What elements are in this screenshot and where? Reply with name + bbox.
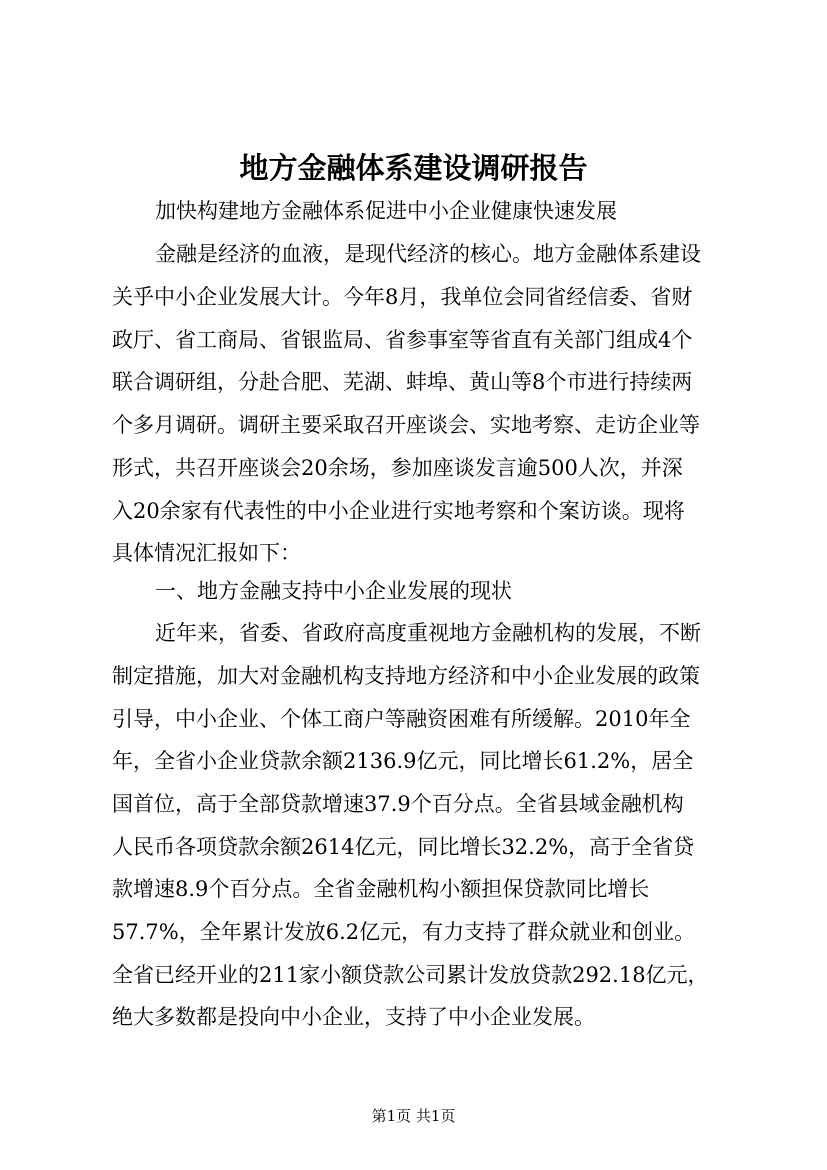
paragraph-line: 形式，共召开座谈会20余场，参加座谈发言逾500人次，并深 [112, 456, 683, 480]
page-number-footer: 第1页 共1页 [371, 1107, 456, 1125]
paragraph-line: 制定措施，加大对金融机构支持地方经济和中小企业发展的政策 [112, 664, 700, 688]
paragraph-line: 年，全省小企业贷款余额2136.9亿元，同比增长61.2%，居全 [112, 749, 694, 773]
paragraph-line: 57.7%，全年累计发放6.2亿元，有力支持了群众就业和创业。 [112, 920, 696, 944]
paragraph-line: 人民币各项贷款余额2614亿元，同比增长32.2%，高于全省贷 [112, 835, 695, 859]
paragraph-line: 关乎中小企业发展大计。今年8月，我单位会同省经信委、省财 [112, 285, 693, 309]
paragraph-line: 具体情况汇报如下： [112, 541, 301, 565]
paragraph-line: 联合调研组，分赴合肥、芜湖、蚌埠、黄山等8个市进行持续两 [112, 370, 693, 394]
paragraph-line: 国首位，高于全部贷款增速37.9个百分点。全省县域金融机构 [112, 792, 684, 816]
paragraph-line: 个多月调研。调研主要采取召开座谈会、实地考察、走访企业等 [112, 413, 700, 437]
document-subtitle: 加快构建地方金融体系促进中小企业健康快速发展 [155, 199, 617, 223]
document-title: 地方金融体系建设调研报告 [239, 151, 588, 185]
paragraph-line: 近年来，省委、省政府高度重视地方金融机构的发展，不断 [155, 621, 701, 645]
section-heading: 一、地方金融支持中小企业发展的现状 [155, 579, 512, 603]
paragraph-line: 入20余家有代表性的中小企业进行实地考察和个案访谈。现将 [112, 499, 685, 523]
paragraph-line: 全省已经开业的211家小额贷款公司累计发放贷款292.18亿元， [112, 963, 709, 987]
paragraph-line: 引导，中小企业、个体工商户等融资困难有所缓解。2010年全 [112, 707, 691, 731]
paragraph-line: 政厅、省工商局、省银监局、省参事室等省直有关部门组成4个 [112, 328, 693, 352]
paragraph-line: 金融是经济的血液，是现代经济的核心。地方金融体系建设 [155, 242, 701, 266]
paragraph-line: 绝大多数都是投向中小企业，支持了中小企业发展。 [112, 1005, 595, 1029]
paragraph-line: 款增速8.9个百分点。全省金融机构小额担保贷款同比增长 [112, 877, 650, 901]
